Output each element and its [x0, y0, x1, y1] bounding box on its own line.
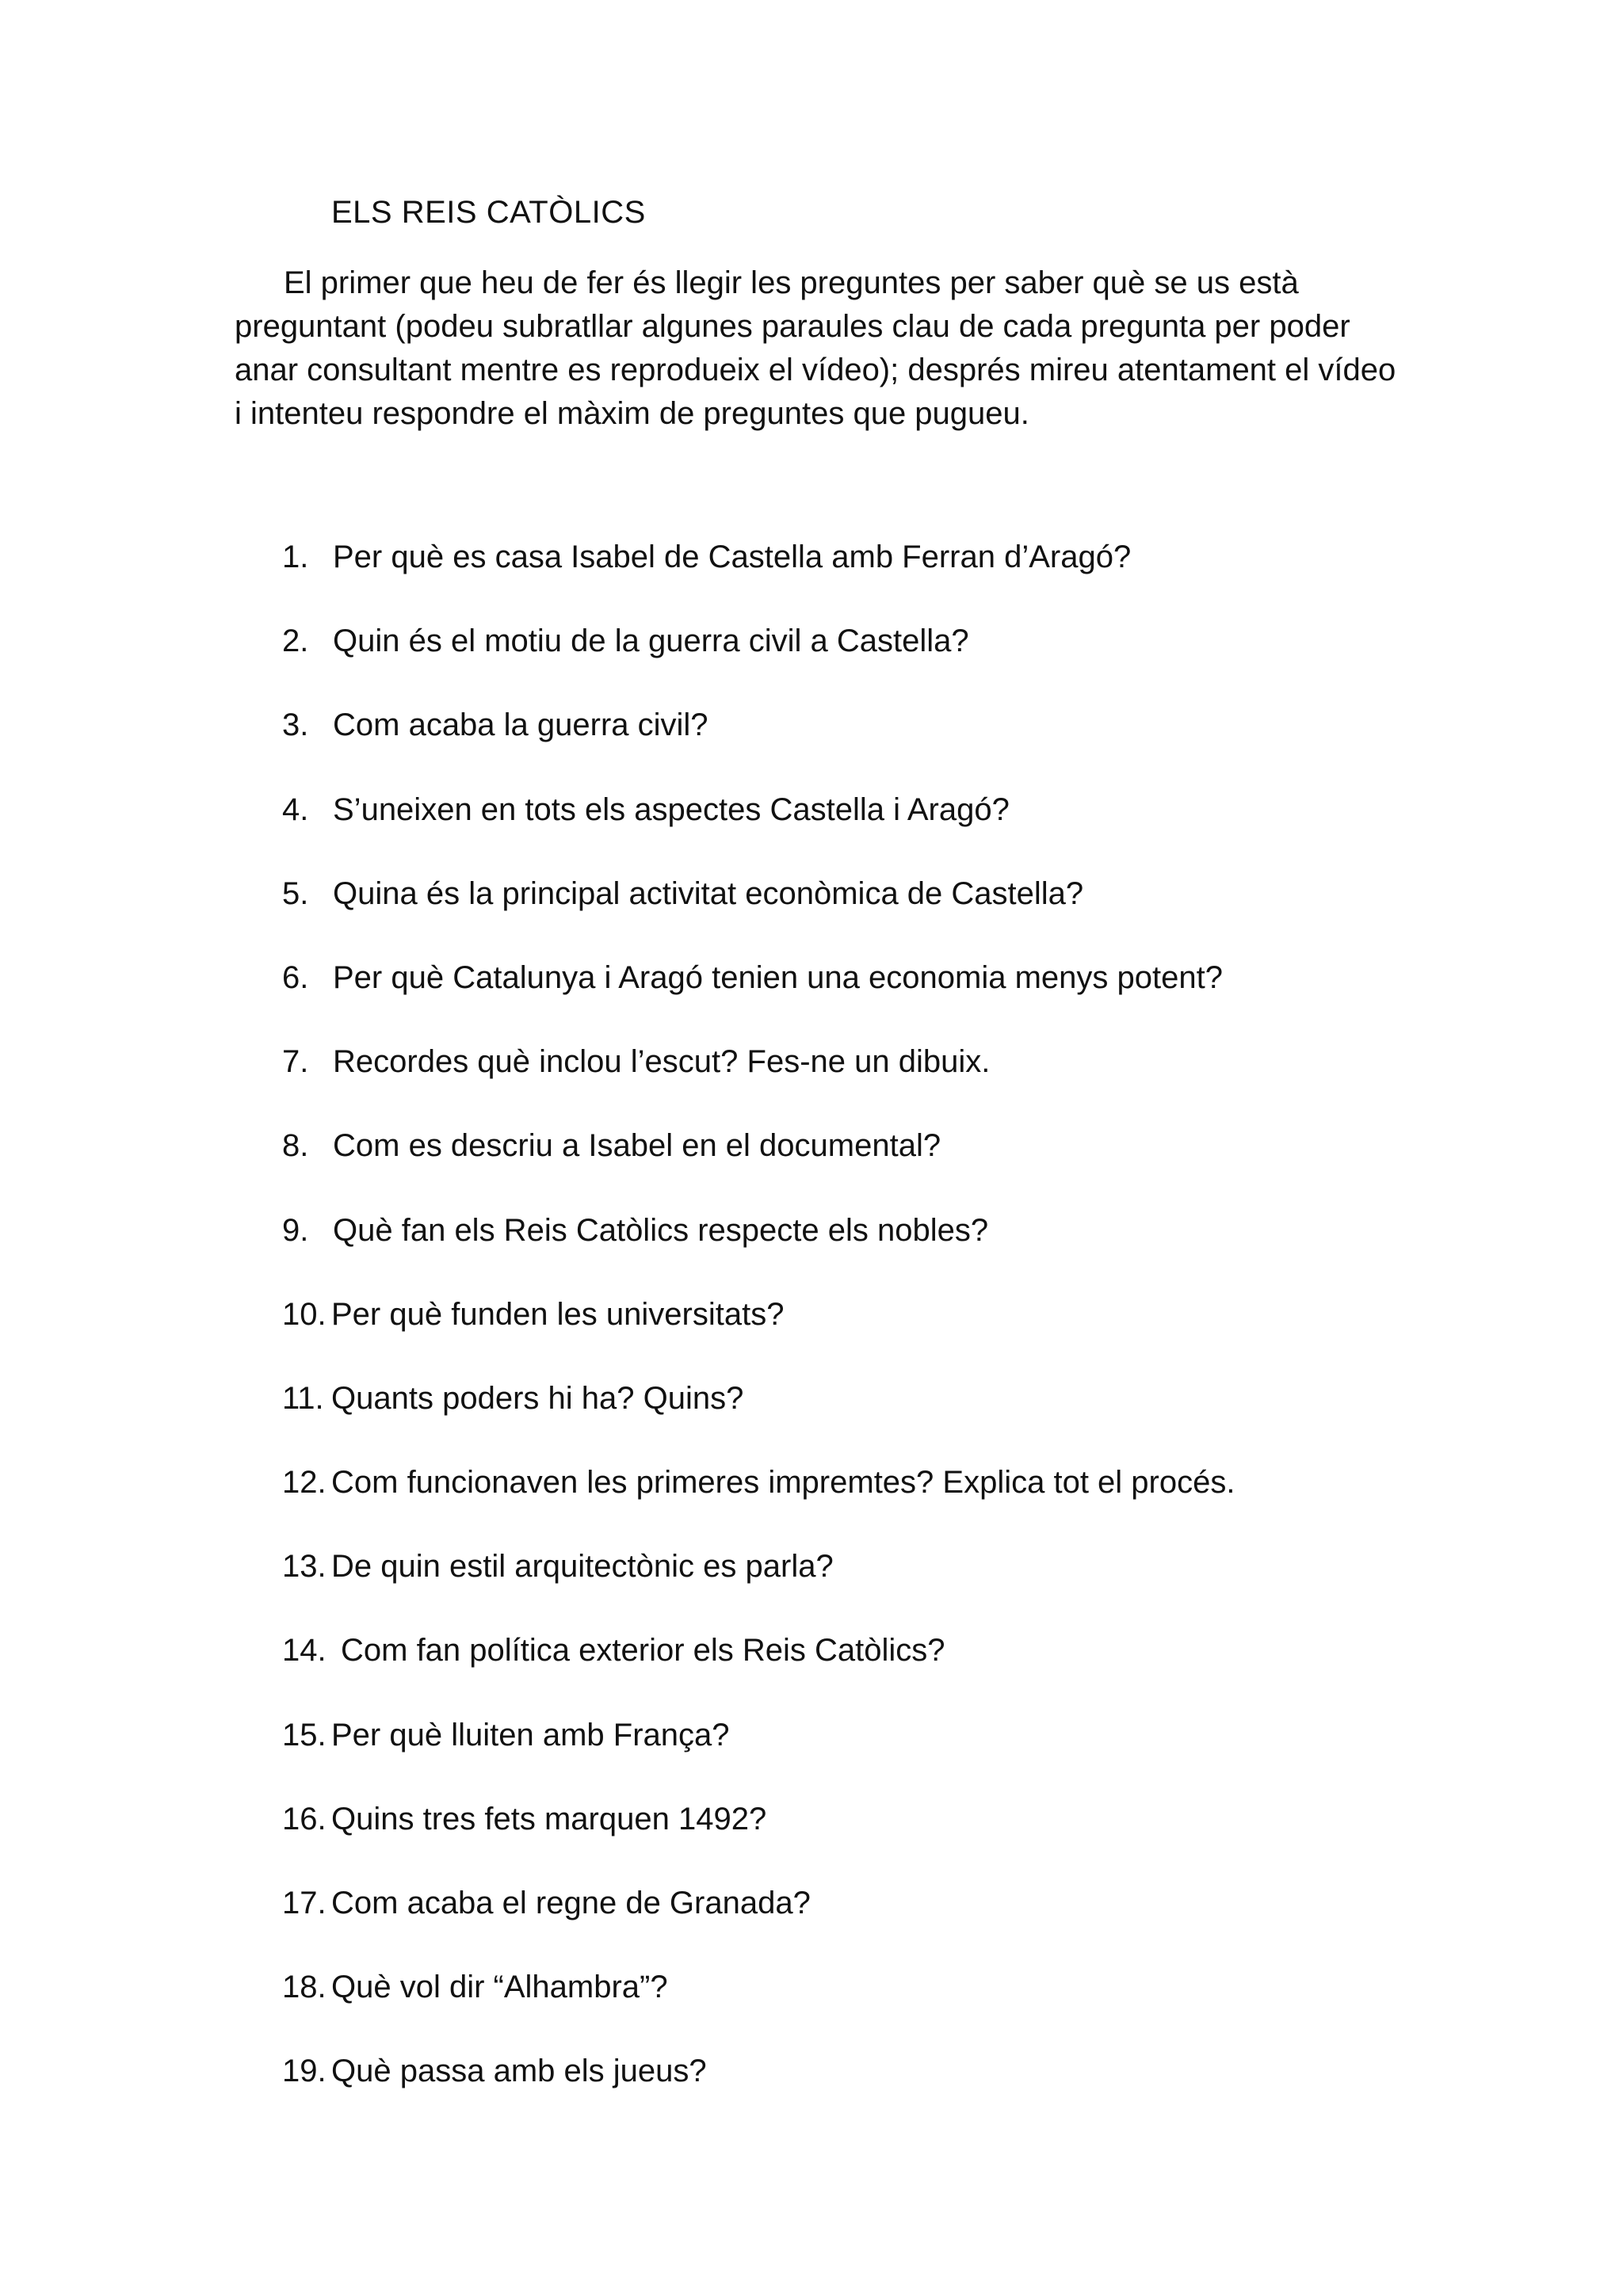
question-item [282, 1714, 1235, 1798]
question-text: Com funcionaven les primeres impremtes? Explica tot el procés. [331, 1465, 1235, 1501]
question-item [282, 536, 1235, 620]
question-text: S’uneixen en tots els aspectes Castella i Aragó? [333, 791, 1010, 827]
question-number: 19. [282, 2054, 327, 2089]
question-number: 5. [282, 875, 309, 911]
question-list [282, 536, 1235, 2135]
question-number: 4. [282, 791, 309, 827]
question-number: 12. [282, 1465, 327, 1501]
question-text: Per què Catalunya i Aragó tenien una economia menys potent? [333, 959, 1223, 995]
question-number: 18. [282, 1970, 327, 2005]
question-text: Quins tres fets marquen 1492? [331, 1801, 767, 1836]
question-item [282, 1630, 1235, 1714]
question-item [282, 789, 1235, 873]
question-item [282, 1546, 1235, 1630]
question-number: 11. [282, 1380, 324, 1416]
question-number: 10. [282, 1296, 327, 1332]
question-text: Què fan els Reis Catòlics respecte els nobles? [333, 1212, 989, 1248]
question-item [282, 873, 1235, 957]
question-item [282, 1125, 1235, 1209]
question-number: 16. [282, 1801, 327, 1836]
question-item [282, 1294, 1235, 1378]
question-item [282, 1378, 1235, 1462]
question-text: Per què funden les universitats? [331, 1296, 785, 1332]
question-number: 3. [282, 707, 309, 743]
question-text: Com acaba el regne de Granada? [331, 1886, 811, 1920]
question-text: Com acaba la guerra civil? [333, 707, 708, 743]
question-text: Quants poders hi ha? Quins? [331, 1380, 744, 1416]
question-text: Per què lluiten amb França? [331, 1717, 730, 1753]
question-number: 17. [282, 1886, 327, 1920]
question-item [282, 704, 1235, 788]
question-number: 1. [282, 540, 309, 574]
question-item [282, 1041, 1235, 1125]
question-text: Quina és la principal activitat econòmica de Castella? [333, 875, 1084, 911]
question-text: Quin és el motiu de la guerra civil a Castella? [333, 624, 969, 659]
question-text: Per què es casa Isabel de Castella amb Ferran d’Aragó? [333, 540, 1132, 574]
question-number: 9. [282, 1212, 309, 1248]
question-item [282, 1798, 1235, 1882]
document-title: ELS REIS CATÒLICS [331, 195, 646, 230]
question-text: Què passa amb els jueus? [331, 2054, 707, 2089]
question-number: 2. [282, 624, 309, 659]
question-text: Com fan política exterior els Reis Catòlics? [341, 1633, 945, 1669]
question-item [282, 620, 1235, 704]
question-number: 14. [282, 1633, 327, 1669]
question-item [282, 2050, 1235, 2134]
question-text: Recordes què inclou l’escut? Fes-ne un dibuix. [333, 1044, 991, 1080]
question-number: 6. [282, 959, 309, 995]
question-text: Què vol dir “Alhambra”? [331, 1970, 668, 2005]
question-number: 15. [282, 1717, 327, 1753]
question-item [282, 1210, 1235, 1294]
question-number: 8. [282, 1128, 309, 1164]
question-text: De quin estil arquitectònic es parla? [331, 1549, 834, 1585]
question-text: Com es descriu a Isabel en el documental? [333, 1128, 941, 1164]
question-item [282, 957, 1235, 1041]
intro-paragraph: El primer que heu de fer és llegir les preguntes per saber què se us està preguntant (podeu subratllar algunes paraules clau de cada pregunta per poder anar consultant mentre es reprodueix el vídeo); després mireu atentament el vídeo i intenteu respondre el màxim de preguntes que pugueu. [235, 265, 1396, 431]
question-number: 7. [282, 1044, 309, 1080]
question-number: 13. [282, 1549, 327, 1585]
question-item [282, 1462, 1235, 1546]
question-item [282, 1966, 1235, 2050]
question-item [282, 1882, 1235, 1966]
